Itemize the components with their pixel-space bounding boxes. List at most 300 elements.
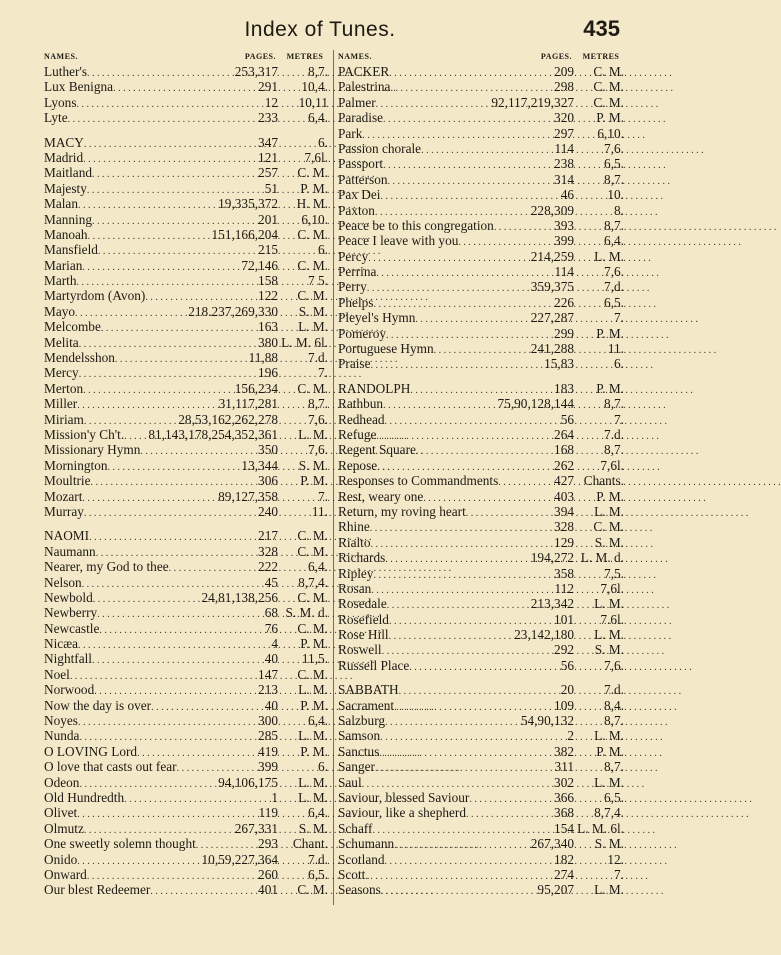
tune-metre: 8,7,4. (298, 574, 328, 590)
tune-name: Malan (44, 196, 78, 212)
tune-metre: L. M. (594, 503, 624, 519)
tune-pages: 419 (258, 743, 278, 759)
tune-name: Ripley (338, 565, 374, 581)
tune-pages: 320 (554, 110, 574, 126)
tune-entry (44, 381, 328, 396)
tune-metre: 7. (614, 866, 624, 882)
page-number: 435 (583, 16, 620, 41)
tune-pages: 233 (258, 110, 278, 126)
tune-pages: 4 (271, 636, 278, 652)
tune-name: Luther's (44, 64, 88, 79)
tune-name: Olivet (44, 805, 78, 821)
tune-entry (44, 95, 328, 110)
tune-name: Rest, weary one (338, 488, 424, 504)
leader-dots (82, 493, 218, 504)
tune-pages: 264 (554, 426, 574, 442)
leader-dots (498, 477, 554, 488)
tune-name: Refuge (338, 426, 377, 442)
tune-pages: 241,288 (530, 341, 574, 357)
leader-dots (388, 176, 555, 187)
tune-entry (44, 544, 328, 559)
tune-entry (338, 141, 624, 156)
tune-pages: 292 (554, 642, 574, 658)
tune-metre: S. M. d. (285, 605, 328, 621)
names-header: NAMES. (338, 52, 372, 61)
tune-name: Norwood (44, 682, 95, 698)
tune-entry (338, 381, 624, 396)
tune-name: Mozart (44, 488, 83, 504)
leader-dots (151, 702, 265, 713)
tune-name: Schaff (338, 820, 373, 836)
tune-metre: L. M. (594, 774, 624, 790)
tune-pages: 238 (554, 156, 574, 172)
tune-entry (338, 64, 624, 79)
tune-metre: P. M. (300, 473, 328, 489)
tune-metre: 7 5. (308, 273, 328, 289)
tune-entry (338, 728, 624, 743)
tune-name: Percy (338, 248, 369, 264)
tune-metre: P. M. (596, 488, 624, 504)
tune-pages: 302 (554, 774, 574, 790)
leader-dots (124, 794, 271, 805)
leader-dots (196, 840, 258, 851)
tune-entry (44, 821, 328, 836)
tune-entry (44, 227, 328, 242)
tune-pages: 299 (554, 325, 574, 341)
tune-metre: C. M. (593, 64, 624, 79)
tune-entry (44, 528, 328, 543)
tune-metre: L. M. (298, 728, 328, 744)
tune-entry (44, 79, 328, 94)
tune-entry (44, 165, 328, 180)
tune-entry (338, 550, 624, 565)
tune-entry (44, 304, 328, 319)
tune-name: Rathbun (338, 396, 384, 412)
tune-metre: S. M. (298, 303, 328, 319)
tune-metre: 6. (318, 134, 328, 150)
leader-dots (78, 640, 271, 651)
tune-pages: 20 (560, 682, 574, 698)
tune-name: One sweetly solemn thought (44, 836, 196, 852)
tune-metre: 8,7. (308, 64, 328, 79)
tune-name: Portuguese Hymn (338, 341, 434, 357)
tune-metre: L. M. (594, 248, 624, 264)
tune-name: Mission'y Ch't. (44, 426, 125, 442)
tune-name: Manoah (44, 226, 88, 242)
tune-name: Passion chorale (338, 140, 422, 156)
tune-pages: 201 (258, 211, 278, 227)
tune-pages: 347 (258, 134, 278, 150)
tune-metre: P. M. (300, 743, 328, 759)
tune-entry (44, 110, 328, 125)
tune-pages: 359,375 (530, 279, 574, 295)
tune-name: Schumann (338, 836, 395, 852)
leader-dots (365, 871, 554, 882)
tune-name: Manning (44, 211, 93, 227)
tune-name: Redhead (338, 411, 385, 427)
tune-pages: 257 (258, 165, 278, 181)
tune-metre: 6,4. (308, 805, 328, 821)
tune-name: Nunda (44, 728, 80, 744)
tune-pages: 40 (264, 697, 278, 713)
leader-dots (383, 160, 554, 171)
tune-name: Saviour, blessed Saviour (338, 789, 470, 805)
tune-entry (338, 264, 624, 279)
leader-dots (84, 508, 258, 519)
right-tune-list (338, 64, 624, 898)
tune-name: Seasons (338, 882, 381, 898)
tune-entry (44, 135, 328, 150)
tune-name: Moultrie (44, 473, 91, 489)
leader-dots (70, 671, 258, 682)
tune-entry (44, 212, 328, 227)
tune-pages: 222 (258, 559, 278, 575)
tune-pages: 291 (258, 79, 278, 95)
tune-metre: L. M. (298, 682, 328, 698)
tune-metre: 7,5. (604, 565, 624, 581)
tune-metre: H. M. (296, 196, 328, 212)
tune-metre: L. M. (594, 728, 624, 744)
tune-metre: P. M. (596, 380, 624, 396)
tune-pages: 218.237,269,330 (188, 303, 278, 319)
tune-entry (338, 775, 624, 790)
tune-metre: P. M. (596, 325, 624, 341)
tune-metre: 7.6l. (600, 611, 624, 627)
tune-name: Scott (338, 866, 366, 882)
tune-metre: L. M. (298, 319, 328, 335)
leader-dots (385, 717, 521, 728)
tune-entry (338, 442, 624, 457)
tune-metre: 7. (614, 411, 624, 427)
leader-dots (96, 548, 258, 559)
tune-metre: 6,10. (597, 125, 624, 141)
tune-metre: S. M. (298, 820, 328, 836)
tune-metre: L. M. (594, 627, 624, 643)
tune-pages: 101 (554, 611, 574, 627)
tune-metre: 7,6. (604, 657, 624, 673)
tune-metre: 7.d. (308, 350, 328, 366)
leader-dots (137, 748, 258, 759)
tune-name: Rose Hill (338, 627, 389, 643)
tune-name: Mendelsshon (44, 350, 115, 366)
tune-pages: 382 (554, 743, 574, 759)
leader-dots (83, 154, 258, 165)
leader-dots (415, 314, 530, 325)
tune-entry (338, 427, 624, 442)
tune-entry (44, 559, 328, 574)
tune-pages: 297 (554, 125, 574, 141)
tune-name: Praise (338, 356, 371, 372)
tune-metre: 7,6. (604, 264, 624, 280)
tune-metre: C. M. (297, 288, 328, 304)
tune-entry (338, 836, 624, 851)
tune-entry (338, 295, 624, 310)
leader-dots (373, 299, 554, 310)
leader-dots (371, 539, 555, 550)
tune-name: Miller (44, 396, 78, 412)
tune-name: Phelps (338, 294, 374, 310)
tune-pages: 394 (554, 503, 574, 519)
tune-pages: 260 (258, 866, 278, 882)
leader-dots (101, 323, 258, 334)
tune-name: Maitland (44, 165, 93, 181)
tune-entry (44, 575, 328, 590)
tune-entry (338, 698, 624, 713)
tune-entry (338, 412, 624, 427)
tune-pages: 196 (258, 365, 278, 381)
tune-entry (338, 249, 624, 264)
leader-dots (416, 446, 554, 457)
tune-pages: 75,90,128,144 (497, 396, 574, 412)
leader-dots (423, 493, 554, 504)
tune-pages: 217 (258, 528, 278, 544)
tune-entry (44, 319, 328, 334)
tune-metre: 7. (318, 365, 328, 381)
tune-entry (44, 396, 328, 411)
tune-entry (338, 790, 624, 805)
leader-dots (82, 262, 241, 273)
tune-entry (338, 218, 624, 233)
tune-metre: S. M. (298, 457, 328, 473)
leader-dots (362, 130, 554, 141)
tune-name: Paxton (338, 202, 375, 218)
tune-metre: C. M. (297, 882, 328, 898)
tune-metre: 7,6l. (600, 580, 624, 596)
tune-pages: 31,117,281 (218, 396, 278, 412)
tune-entry (44, 713, 328, 728)
tune-name: NAOMI (44, 528, 90, 544)
tune-pages: 121 (258, 149, 278, 165)
tune-pages: 300 (258, 713, 278, 729)
tune-metre: 8,7. (604, 713, 624, 729)
tune-entry (44, 852, 328, 867)
tune-name: Return, my roving heart (338, 503, 466, 519)
leader-dots (145, 292, 258, 303)
leader-dots (77, 809, 258, 820)
tune-pages: 358 (554, 565, 574, 581)
tune-name: Peace I leave with you (338, 233, 459, 249)
tune-entry (44, 504, 328, 519)
leader-dots (368, 253, 531, 264)
tune-entry (338, 458, 624, 473)
tune-entry (338, 126, 624, 141)
tune-pages: 215 (258, 242, 278, 258)
tune-entry (44, 458, 328, 473)
tune-entry (338, 852, 624, 867)
leader-dots (399, 686, 561, 697)
tune-metre: P. M. (596, 110, 624, 126)
leader-dots (77, 400, 218, 411)
left-tune-list (44, 64, 328, 898)
tune-entry (44, 442, 328, 457)
tune-pages: 399 (258, 759, 278, 775)
tune-metre: 6,10. (301, 211, 328, 227)
page-title: Index of Tunes. (244, 18, 396, 41)
tune-entry (338, 612, 624, 627)
tune-name: Lyte (44, 110, 68, 126)
leader-dots (380, 191, 560, 202)
tune-pages: 328 (258, 543, 278, 559)
tune-name: Rialto (338, 534, 371, 550)
tune-metre: C. M. (297, 666, 328, 682)
tune-name: Miriam (44, 411, 84, 427)
leader-dots (82, 579, 265, 590)
tune-pages: 209 (554, 64, 574, 79)
tune-name: Naumann (44, 543, 96, 559)
tune-pages: 253,317 (234, 64, 278, 79)
tune-name: Pleyel's Hymn (338, 310, 416, 326)
tune-entry (338, 156, 624, 171)
tune-pages: 156,234 (234, 380, 278, 396)
tune-name: Park (338, 125, 363, 141)
leader-dots (79, 779, 218, 790)
tune-entry (338, 759, 624, 774)
tune-entry (338, 535, 624, 550)
tune-pages: 112 (554, 580, 574, 596)
tune-entry (44, 836, 328, 851)
tune-pages: 46 (560, 187, 574, 203)
tune-name: Richards (338, 550, 386, 566)
tune-metre: L. M. 6l. (577, 820, 624, 836)
tune-metre: 6,4. (604, 233, 624, 249)
tune-metre: 8,7. (604, 171, 624, 187)
tune-pages: 129 (554, 534, 574, 550)
tune-pages: 94,106,175 (218, 774, 278, 790)
tune-metre: 10. (607, 187, 624, 203)
tune-entry (338, 396, 624, 411)
tune-metre: C. M. (593, 79, 624, 95)
tune-name: Newberry (44, 605, 98, 621)
tune-entry (44, 790, 328, 805)
tune-entry (44, 682, 328, 697)
tune-metre: 7,6l. (600, 457, 624, 473)
tune-name: Murray (44, 503, 84, 519)
tune-pages: 12 (264, 94, 278, 110)
tune-name: Marian (44, 257, 83, 273)
names-header: NAMES. (44, 52, 78, 61)
leader-dots (177, 763, 258, 774)
right-column (338, 52, 624, 898)
tune-metre: S. M. (594, 642, 624, 658)
tune-entry (338, 566, 624, 581)
leader-dots (379, 748, 554, 759)
tune-name: Old Hundredth (44, 789, 125, 805)
tune-entry (338, 821, 624, 836)
leader-dots (389, 68, 554, 79)
tune-metre: C. M. (297, 257, 328, 273)
leader-dots (373, 570, 554, 581)
tune-pages: 213 (258, 682, 278, 698)
tune-name: Palestrina (338, 79, 391, 95)
tune-name: Roswell (338, 642, 382, 658)
leader-dots (371, 585, 554, 596)
tune-entry (338, 519, 624, 534)
tune-metre: 7. (318, 488, 328, 504)
pages-header: PAGES. (244, 52, 276, 61)
tune-pages: 11,88 (248, 350, 278, 366)
tune-pages: 182 (554, 851, 574, 867)
tune-pages: 19,335,372 (218, 196, 278, 212)
tune-entry (44, 489, 328, 504)
tune-pages: 240 (258, 503, 278, 519)
leader-dots (375, 763, 555, 774)
metres-header: METRES (582, 52, 620, 61)
leader-dots (98, 246, 258, 257)
tune-metre: L. M. (298, 774, 328, 790)
tune-pages: 109 (554, 697, 574, 713)
tune-pages: 81,143,178,254,352,361 (148, 426, 278, 442)
tune-pages: 293 (258, 836, 278, 852)
tune-metre: 8,7,4. (594, 805, 624, 821)
tune-name: SABBATH (338, 682, 399, 698)
leader-dots (386, 330, 554, 341)
tune-pages: 45 (264, 574, 278, 590)
leader-dots (376, 99, 492, 110)
leader-dots (387, 600, 531, 611)
tune-metre: 7.d. (604, 426, 624, 442)
tune-name: Olmutz (44, 820, 84, 836)
tune-metre: 7,6. (308, 442, 328, 458)
tune-entry (338, 596, 624, 611)
tune-metre: C. M. (297, 589, 328, 605)
tune-pages: 1 (271, 789, 278, 805)
tune-name: O LOVING Lord (44, 743, 138, 759)
tune-metre: P. M. (300, 180, 328, 196)
tune-entry (44, 590, 328, 605)
tune-pages: 158 (258, 273, 278, 289)
tune-name: Merton (44, 380, 84, 396)
tune-name: Mercy (44, 365, 79, 381)
tune-entry (44, 473, 328, 488)
tune-metre: 7,6l. (304, 149, 328, 165)
left-column (44, 52, 328, 898)
tune-pages: 399 (554, 233, 574, 249)
tune-metre: L. M. d. (580, 550, 624, 566)
tune-metre: C. M. (297, 620, 328, 636)
tune-pages: 274 (554, 866, 574, 882)
tune-name: Our blest Redeemer (44, 882, 151, 898)
tune-pages: 13,344 (241, 457, 278, 473)
leader-dots (383, 114, 554, 125)
tune-pages: 366 (554, 789, 574, 805)
tune-metre: 6,5. (604, 789, 624, 805)
tune-metre: C. M. (593, 519, 624, 535)
leader-dots (389, 631, 515, 642)
tune-metre: 6. (318, 759, 328, 775)
tune-name: Melita (44, 334, 79, 350)
tune-metre: 7,6. (604, 140, 624, 156)
tune-metre: 11,5. (301, 651, 328, 667)
tune-metre: 8. (614, 202, 624, 218)
leader-dots (389, 616, 554, 627)
leader-dots (385, 856, 555, 867)
tune-metre: 8,7. (604, 442, 624, 458)
metres-header: METRES (286, 52, 324, 61)
tune-entry (44, 288, 328, 303)
tune-name: Odeon (44, 774, 80, 790)
tune-metre: Chant. (292, 836, 328, 852)
tune-name: Newcastle (44, 620, 100, 636)
leader-dots (77, 277, 259, 288)
leader-dots (466, 508, 554, 519)
tune-entry (44, 350, 328, 365)
tune-name: Onward (44, 866, 87, 882)
leader-dots (77, 99, 265, 110)
leader-dots (92, 169, 258, 180)
tune-entry (44, 775, 328, 790)
tune-metre: C. M. (297, 380, 328, 396)
leader-dots (93, 594, 202, 605)
